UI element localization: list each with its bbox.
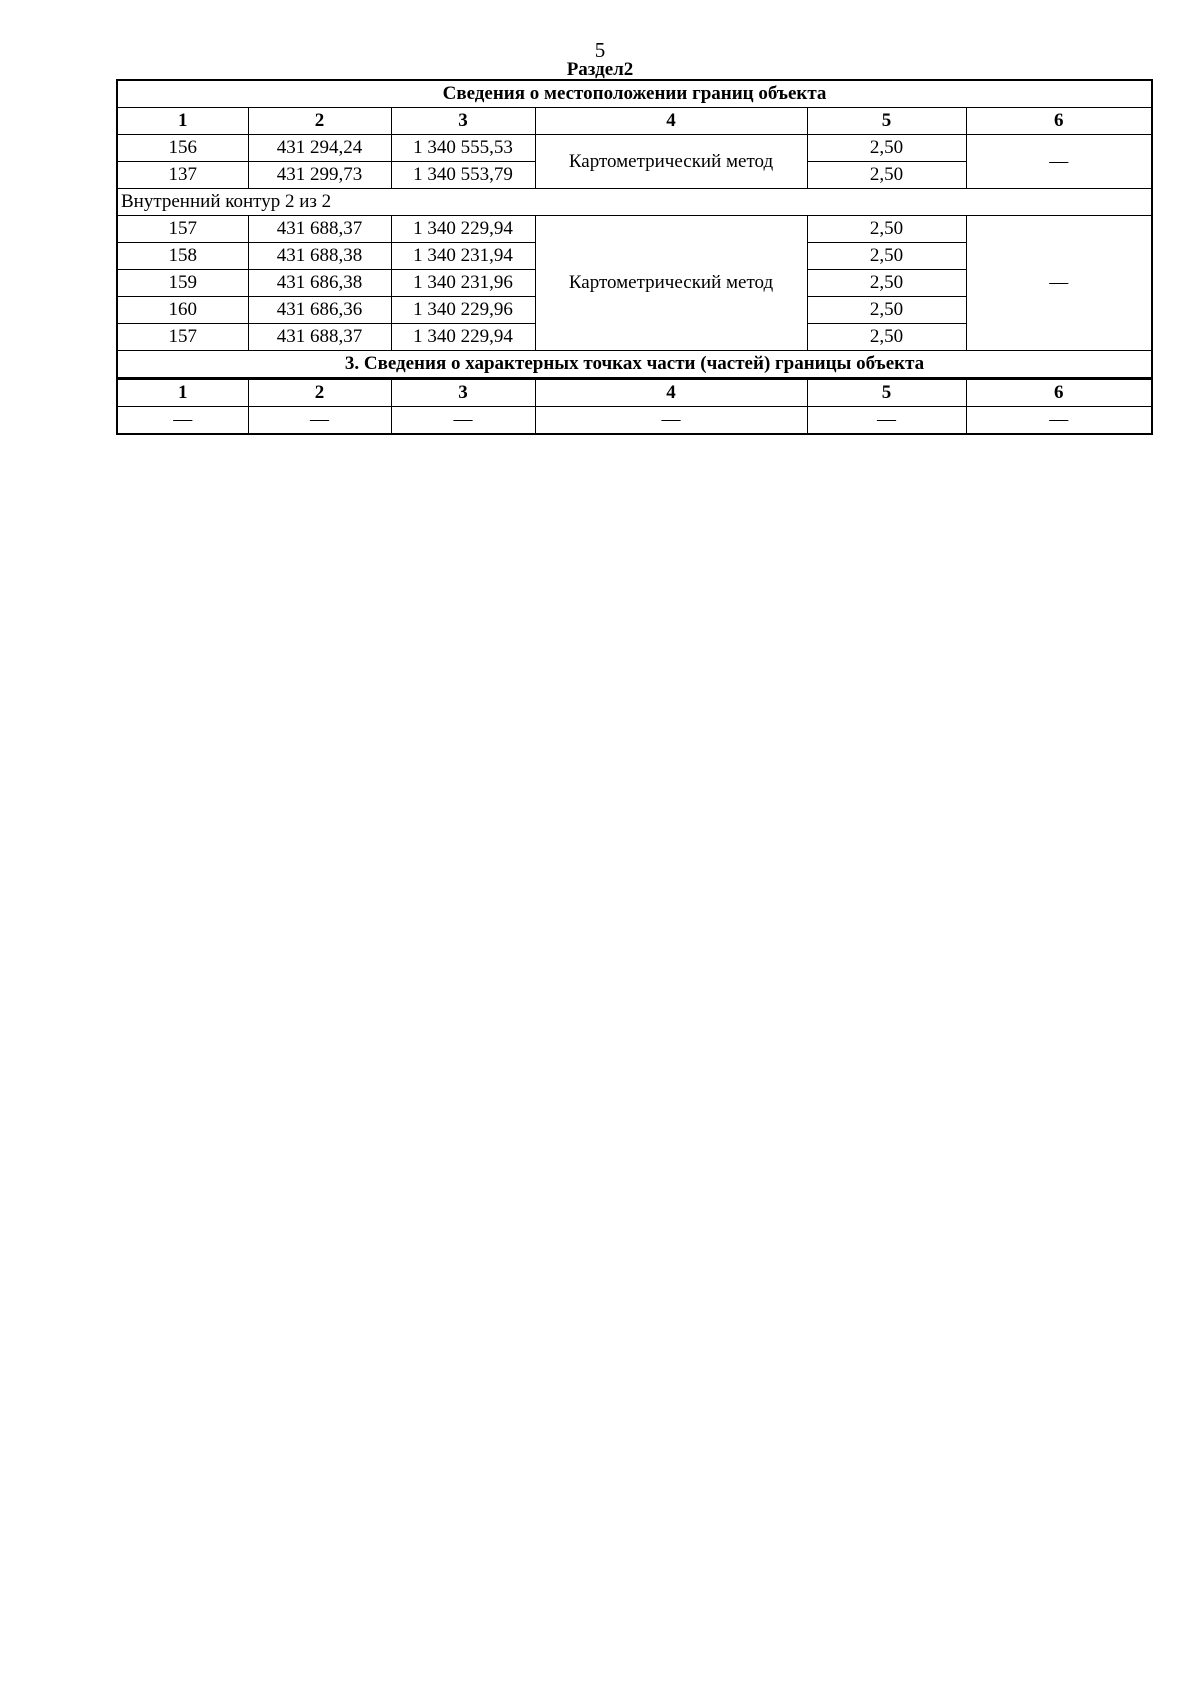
coord-y: 1 340 231,94 bbox=[391, 243, 535, 270]
empty-cell: — bbox=[807, 407, 966, 435]
table-row bbox=[117, 407, 1152, 435]
column-header: 4 bbox=[535, 108, 807, 135]
column-header: 6 bbox=[966, 379, 1152, 407]
description-cell: — bbox=[966, 135, 1152, 189]
coord-y: 1 340 231,96 bbox=[391, 270, 535, 297]
contour-label: Внутренний контур 2 из 2 bbox=[117, 189, 1152, 216]
coord-x: 431 294,24 bbox=[248, 135, 391, 162]
coord-x: 431 688,37 bbox=[248, 324, 391, 351]
empty-cell: — bbox=[391, 407, 535, 435]
column-header: 4 bbox=[535, 379, 807, 407]
page-number: 5 bbox=[594, 38, 606, 62]
empty-cell: — bbox=[966, 407, 1152, 435]
table-caption-boundaries: Сведения о местоположении границ объекта bbox=[117, 80, 1152, 108]
coord-x: 431 686,36 bbox=[248, 297, 391, 324]
point-number: 158 bbox=[117, 243, 248, 270]
column-header: 3 bbox=[391, 379, 535, 407]
column-header: 1 bbox=[117, 108, 248, 135]
column-header-row bbox=[117, 379, 1152, 407]
coord-y: 1 340 229,96 bbox=[391, 297, 535, 324]
column-header: 3 bbox=[391, 108, 535, 135]
accuracy: 2,50 bbox=[807, 324, 966, 351]
column-header: 5 bbox=[807, 108, 966, 135]
column-header: 6 bbox=[966, 108, 1152, 135]
point-number: 157 bbox=[117, 324, 248, 351]
point-number: 157 bbox=[117, 216, 248, 243]
boundary-table bbox=[116, 79, 1153, 435]
empty-cell: — bbox=[535, 407, 807, 435]
column-header: 5 bbox=[807, 379, 966, 407]
point-number: 156 bbox=[117, 135, 248, 162]
section-title: Раздел2 bbox=[566, 59, 634, 80]
coord-x: 431 686,38 bbox=[248, 270, 391, 297]
coord-y: 1 340 553,79 bbox=[391, 162, 535, 189]
point-number: 159 bbox=[117, 270, 248, 297]
column-header-row bbox=[117, 108, 1152, 135]
accuracy: 2,50 bbox=[807, 162, 966, 189]
description-cell: — bbox=[966, 216, 1152, 351]
table-row bbox=[117, 216, 1152, 243]
table-caption-part-points: 3. Сведения о характерных точках части (частей) границы объекта bbox=[117, 351, 1152, 379]
coord-y: 1 340 229,94 bbox=[391, 324, 535, 351]
accuracy: 2,50 bbox=[807, 297, 966, 324]
accuracy: 2,50 bbox=[807, 243, 966, 270]
accuracy: 2,50 bbox=[807, 135, 966, 162]
coord-x: 431 299,73 bbox=[248, 162, 391, 189]
method-cell: Картометрический метод bbox=[535, 216, 807, 351]
column-header: 2 bbox=[248, 379, 391, 407]
empty-cell: — bbox=[248, 407, 391, 435]
coord-y: 1 340 555,53 bbox=[391, 135, 535, 162]
coord-y: 1 340 229,94 bbox=[391, 216, 535, 243]
table-row bbox=[117, 135, 1152, 162]
coord-x: 431 688,37 bbox=[248, 216, 391, 243]
accuracy: 2,50 bbox=[807, 270, 966, 297]
accuracy: 2,50 bbox=[807, 216, 966, 243]
column-header: 1 bbox=[117, 379, 248, 407]
point-number: 160 bbox=[117, 297, 248, 324]
empty-cell: — bbox=[117, 407, 248, 435]
method-cell: Картометрический метод bbox=[535, 135, 807, 189]
column-header: 2 bbox=[248, 108, 391, 135]
coord-x: 431 688,38 bbox=[248, 243, 391, 270]
point-number: 137 bbox=[117, 162, 248, 189]
